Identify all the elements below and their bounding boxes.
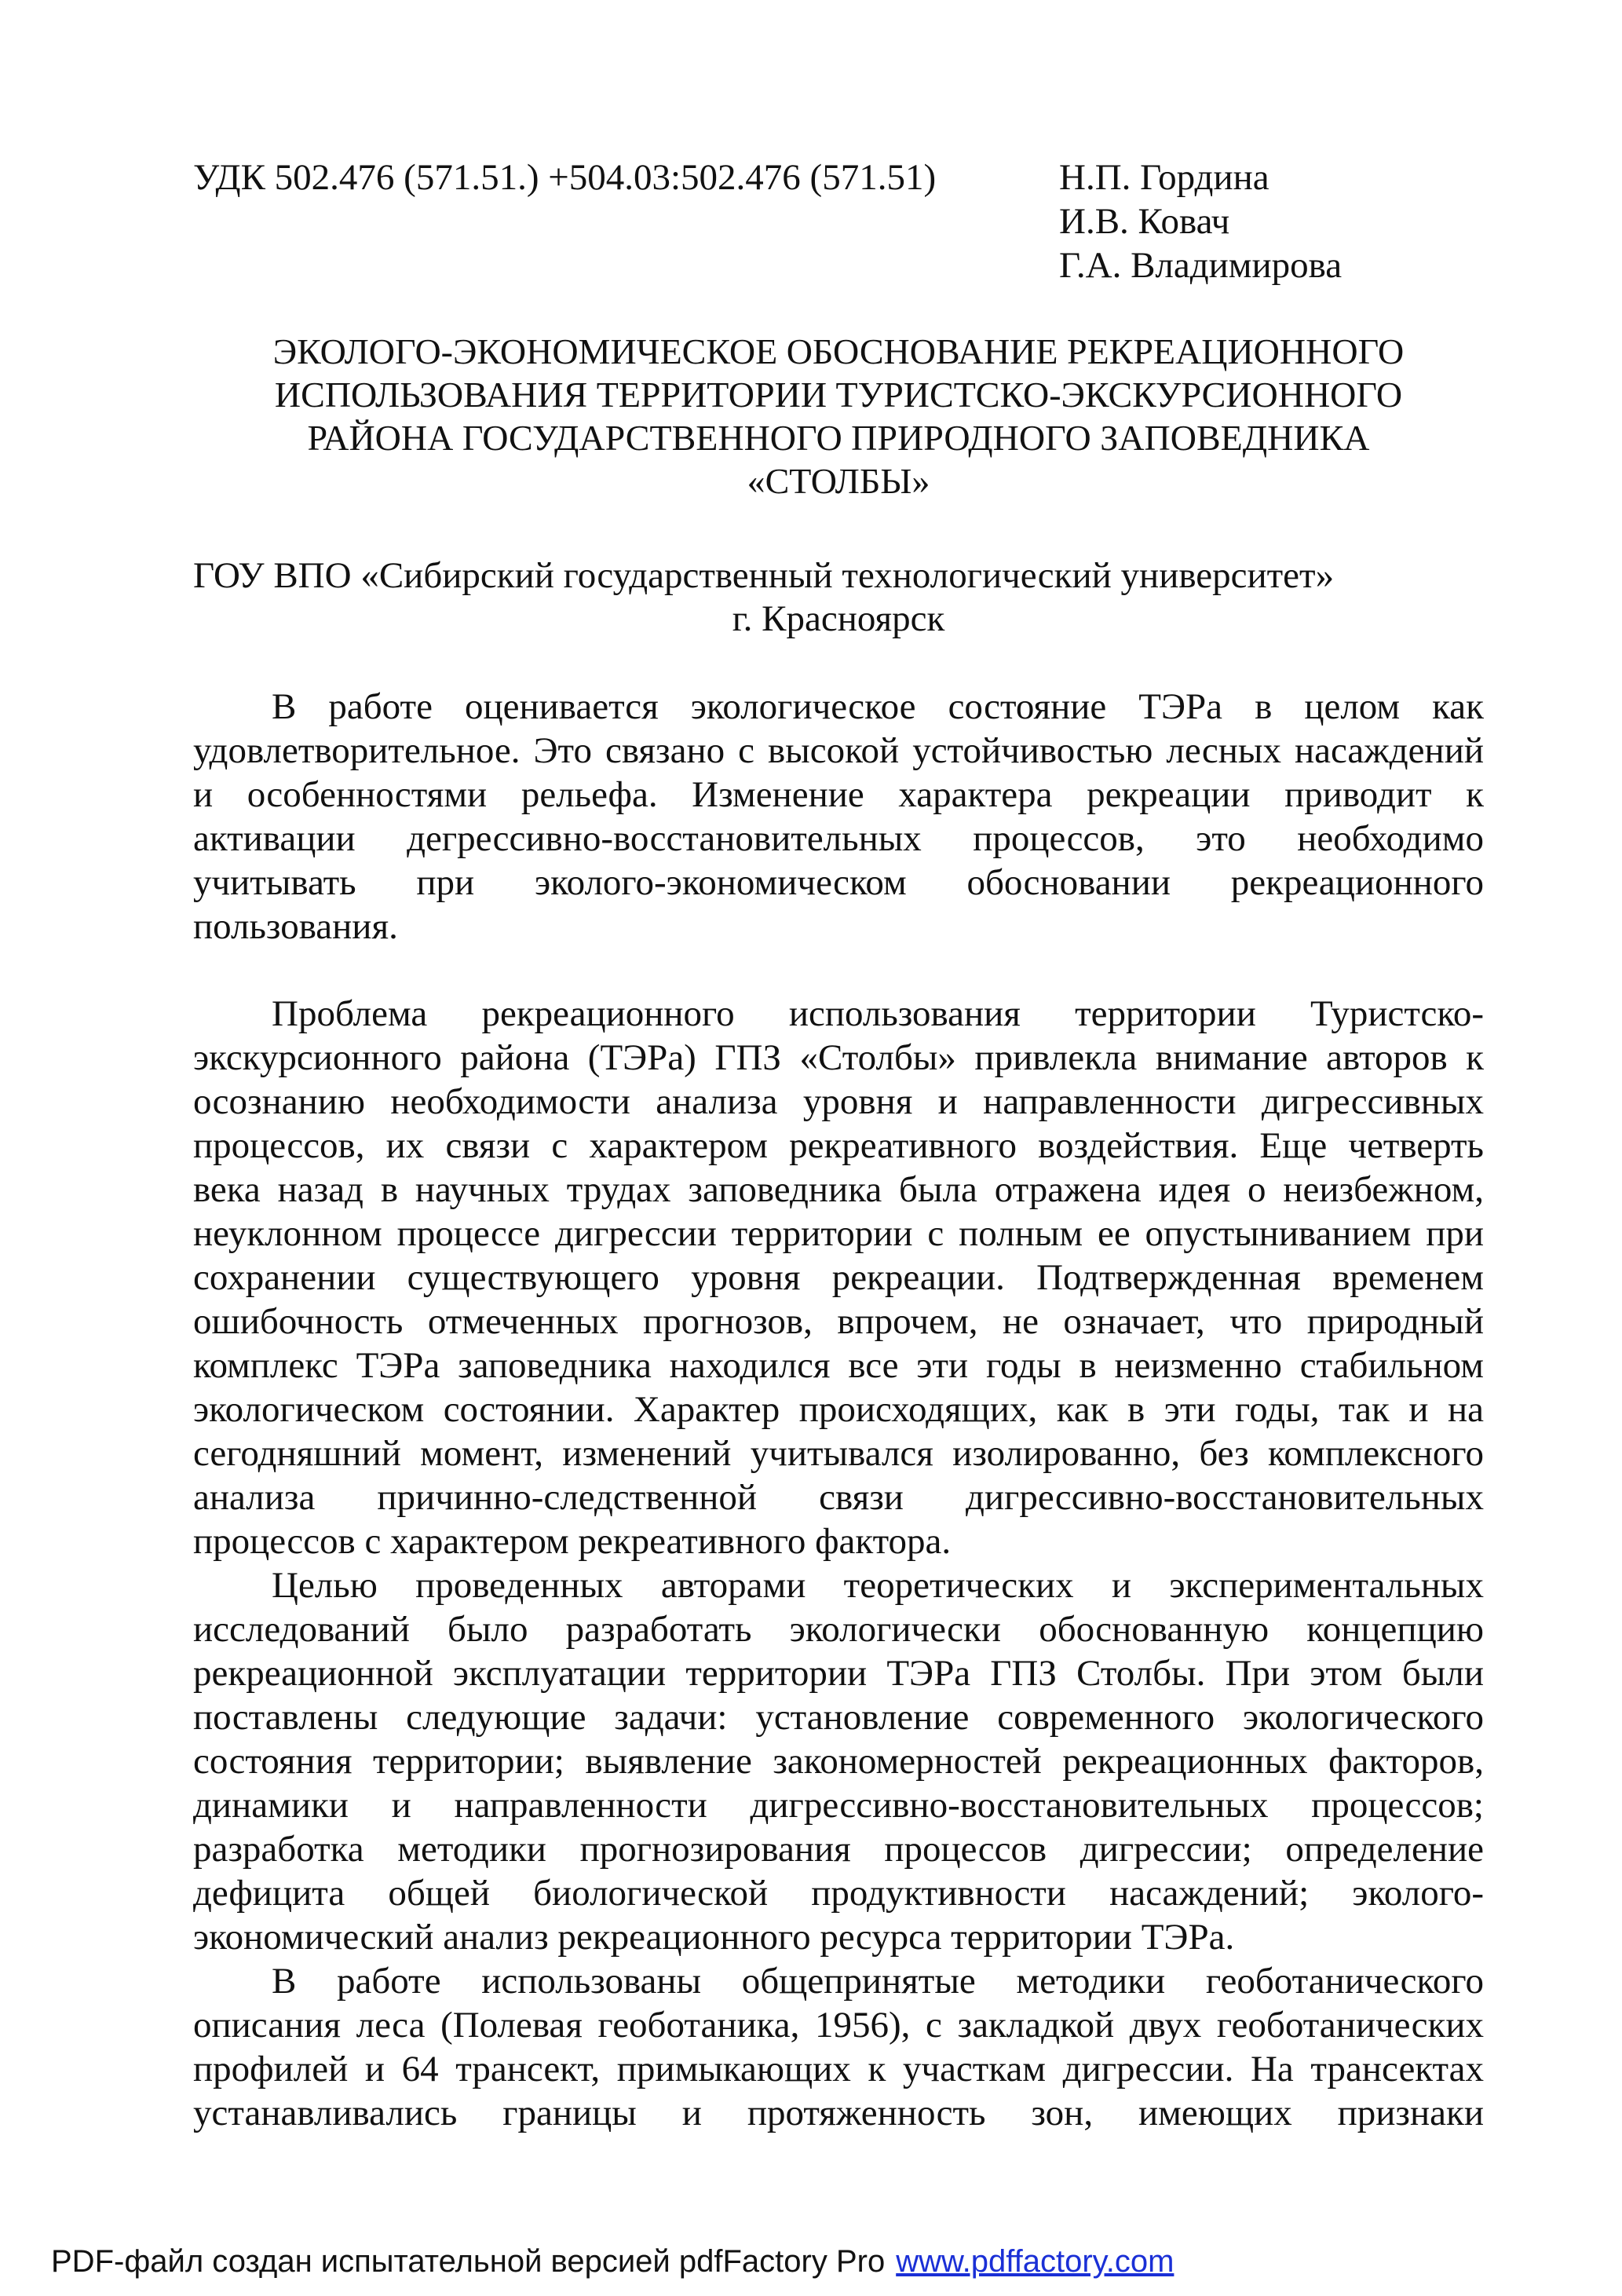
body-line: поставлены следующие задачи: установление современного экологического [193, 1697, 1484, 1738]
abstract-line: и особенностями рельефа. Изменение характера рекреации приводит к [193, 774, 1484, 815]
body-line: рекреационной эксплуатации территории ТЭРа ГПЗ Столбы. При этом были [193, 1653, 1484, 1694]
pdffactory-link[interactable]: www.pdffactory.com [896, 2244, 1174, 2279]
body-line: комплекс ТЭРа заповедника находился все эти годы в неизменно стабильном [193, 1345, 1484, 1386]
abstract-line: учитывать при эколого-экономическом обосновании рекреационного [193, 862, 1484, 903]
body-line: динамики и направленности дигрессивно-восстановительных процессов; [193, 1785, 1484, 1826]
author-name: Н.П. Гордина [1059, 157, 1269, 198]
abstract-line: пользования. [193, 906, 398, 947]
body-line: устанавливались границы и протяженность зон, имеющих признаки [193, 2093, 1484, 2133]
body-line: сохранении существующего уровня рекреации. Подтвержденная временем [193, 1257, 1484, 1298]
footer-text: PDF-файл создан испытательной версией pdfFactory Pro [51, 2244, 886, 2279]
body-line: анализа причинно-следственной связи дигрессивно-восстановительных [193, 1477, 1484, 1518]
body-line: процессов с характером рекреативного фактора. [193, 1521, 952, 1562]
body-line: экологическом состоянии. Характер происходящих, как в эти годы, так и на [193, 1389, 1484, 1430]
body-line: осознанию необходимости анализа уровня и направленности дигрессивных [193, 1081, 1484, 1122]
body-line: Целью проведенных авторами теоретических и экспериментальных [272, 1565, 1484, 1606]
title-line: ИСПОЛЬЗОВАНИЯ ТЕРРИТОРИИ ТУРИСТСКО-ЭКСКУРСИОННОГО [274, 375, 1403, 415]
body-line: В работе использованы общепринятые методики геоботанического [272, 1961, 1484, 2002]
body-line: дефицита общей биологической продуктивности насаждений; эколого- [193, 1873, 1484, 1914]
body-line: Проблема рекреационного использования территории Туристско- [272, 993, 1484, 1034]
abstract-line: В работе оценивается экологическое состояние ТЭРа в целом как [272, 686, 1484, 727]
body-line: века назад в научных трудах заповедника была отражена идея о неизбежном, [193, 1169, 1484, 1210]
abstract-line: удовлетворительное. Это связано с высокой устойчивостью лесных насаждений [193, 730, 1484, 771]
abstract-line: активации дегрессивно-восстановительных процессов, это необходимо [193, 818, 1484, 859]
title-line: РАЙОНА ГОСУДАРСТВЕННОГО ПРИРОДНОГО ЗАПОВЕДНИКА [307, 418, 1370, 458]
body-line: экскурсионного района (ТЭРа) ГПЗ «Столбы» привлекла внимание авторов к [193, 1037, 1484, 1078]
title-line: «СТОЛБЫ» [747, 461, 930, 501]
body-line: процессов, их связи с характером рекреативного воздействия. Еще четверть [193, 1125, 1484, 1166]
udk-code: УДК 502.476 (571.51.) +504.03:502.476 (571.51) [193, 157, 937, 198]
body-line: сегодняшний момент, изменений учитывался изолированно, без комплексного [193, 1433, 1484, 1474]
body-line: ошибочность отмеченных прогнозов, впрочем, не означает, что природный [193, 1301, 1484, 1342]
affiliation-org: ГОУ ВПО «Сибирский государственный технологический университет» [193, 555, 1335, 596]
body-line: исследований было разработать экологически обоснованную концепцию [193, 1609, 1484, 1650]
body-line: разработка методики прогнозирования процессов дигрессии; определение [193, 1829, 1484, 1870]
body-line: состояния территории; выявление закономерностей рекреационных факторов, [193, 1741, 1484, 1782]
authors-block [1059, 155, 1342, 287]
affiliation-city: г. Красноярск [732, 598, 945, 639]
author-name: Г.А. Владимирова [1059, 245, 1343, 286]
body-line: неуклонном процессе дигрессии территории с полным ее опустыниванием при [193, 1213, 1484, 1254]
author-name: И.В. Ковач [1059, 201, 1230, 242]
pdf-watermark-footer [51, 2242, 1174, 2281]
body-line: экономический анализ рекреационного ресурса территории ТЭРа. [193, 1917, 1235, 1958]
title-line: ЭКОЛОГО-ЭКОНОМИЧЕСКОЕ ОБОСНОВАНИЕ РЕКРЕАЦИОННОГО [272, 331, 1405, 371]
body-line: описания леса (Полевая геоботаника, 1956), с закладкой двух геоботанических [193, 2005, 1484, 2046]
body-line: профилей и 64 трансект, примыкающих к участкам дигрессии. На трансектах [193, 2049, 1484, 2089]
paper-title [193, 330, 1484, 503]
